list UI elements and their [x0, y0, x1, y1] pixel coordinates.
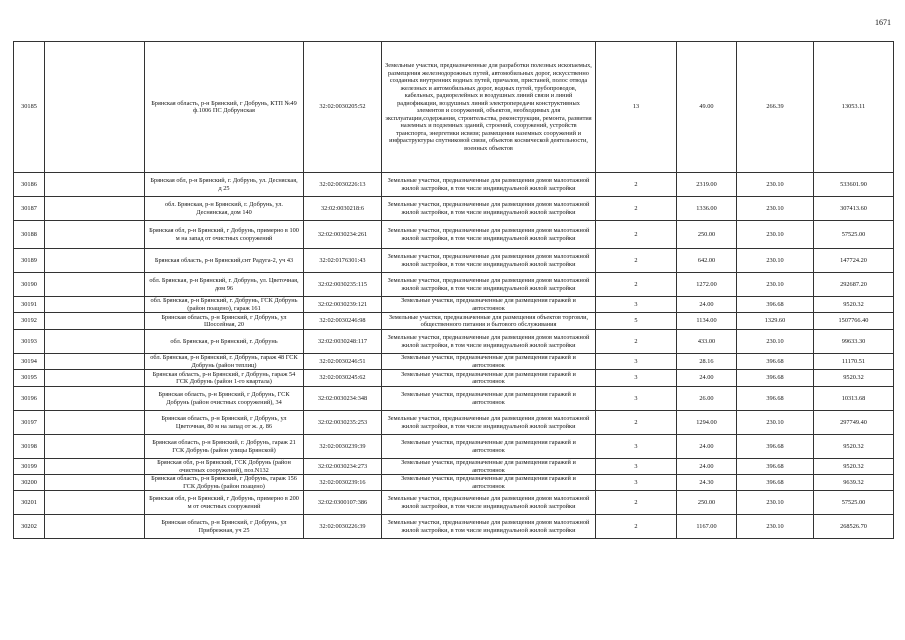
cadastral-value-cell: 1507766.40 [814, 313, 894, 330]
land-use-cell: Земельные участки, предназначенные для размещения домов малоэтажной жилой застройки, в том числе индивидуальной жилой застройки [382, 249, 596, 273]
specific-value-cell: 230.10 [737, 221, 814, 249]
table-row [14, 411, 894, 435]
address-cell: Брянская область, р-н Брянский, г. Добрунь, гараж 21 ГСК Добрунь (район улицы Брянской) [145, 435, 304, 459]
specific-value-cell: 230.10 [737, 491, 814, 515]
cadastral-number-cell: 32:02:0030246:51 [304, 354, 382, 370]
area-cell: 250.00 [677, 491, 737, 515]
area-cell: 24.00 [677, 370, 737, 387]
cadastral-number-cell: 32:02:0030234:348 [304, 387, 382, 411]
address-cell: Брянская область, р-н Брянский,снт Радуга-2, уч 43 [145, 249, 304, 273]
land-use-cell: Земельные участки, предназначенные для разработки полезных ископаемых, размещения железнодорожных путей, автомобильных дорог, искусственно созданных внутренних водных путей, причалов, пристаней, полос отвода железных и автомобильных дорог, водных путей, трубопроводов, кабельных, радиорелейных и воздушных линий связи и линий радиофикации, воздушных линий электропередачи конструктивных элементов и сооружений, объектов, необходимых для эксплуатации,содержания, строительства, реконструкции, ремонта, развития наземных и подземных зданий, строений, сооружений, устройств транспорта, энергетики исвязи; размещения наземных сооружений и инфраструктуры спутниковой связи, объектов космической деятельности, военных объектов [382, 42, 596, 173]
specific-value-cell: 396.68 [737, 475, 814, 491]
area-cell: 1167.00 [677, 515, 737, 539]
table-row [14, 387, 894, 411]
cadastral-number-cell: 32:02:0030246:98 [304, 313, 382, 330]
cadastral-number-cell: 32:02:0030226:13 [304, 173, 382, 197]
area-cell: 24.00 [677, 297, 737, 313]
cadastral-number-cell: 32:02:0030239:121 [304, 297, 382, 313]
specific-value-cell: 1329.60 [737, 313, 814, 330]
group-cell: 3 [596, 435, 677, 459]
table-row [14, 221, 894, 249]
table-row [14, 173, 894, 197]
area-cell: 642.00 [677, 249, 737, 273]
spacer-cell [45, 42, 145, 173]
group-cell: 2 [596, 330, 677, 354]
row-number: 30189 [14, 249, 45, 273]
group-cell: 5 [596, 313, 677, 330]
cadastral-number-cell: 32:02:0030235:115 [304, 273, 382, 297]
specific-value-cell: 230.10 [737, 330, 814, 354]
area-cell: 1134.00 [677, 313, 737, 330]
group-cell: 2 [596, 173, 677, 197]
table-row [14, 273, 894, 297]
spacer-cell [45, 249, 145, 273]
row-number: 30196 [14, 387, 45, 411]
cadastral-value-cell: 57525.00 [814, 491, 894, 515]
cadastral-number-cell: 32:02:0030239:39 [304, 435, 382, 459]
specific-value-cell: 230.10 [737, 273, 814, 297]
spacer-cell [45, 313, 145, 330]
spacer-cell [45, 435, 145, 459]
spacer-cell [45, 330, 145, 354]
cadastral-number-cell: 32:02:0030235:253 [304, 411, 382, 435]
land-use-cell: Земельные участки, предназначенные для размещения гаражей и автостоянок [382, 435, 596, 459]
address-cell: Брянская область, р-н Брянский, г Добрунь, ул Шоссейная, 20 [145, 313, 304, 330]
group-cell: 3 [596, 475, 677, 491]
area-cell: 1336.00 [677, 197, 737, 221]
row-number: 30200 [14, 475, 45, 491]
table-row [14, 330, 894, 354]
specific-value-cell: 230.10 [737, 411, 814, 435]
cadastral-value-cell: 9520.32 [814, 435, 894, 459]
cadastral-value-cell: 533601.90 [814, 173, 894, 197]
group-cell: 3 [596, 387, 677, 411]
cadastral-number-cell: 32:02:0030226:39 [304, 515, 382, 539]
group-cell: 2 [596, 221, 677, 249]
row-number: 30198 [14, 435, 45, 459]
row-number: 30187 [14, 197, 45, 221]
land-use-cell: Земельные участки, предназначенные для размещения домов малоэтажной жилой застройки, в том числе индивидуальной жилой застройки [382, 197, 596, 221]
table-row [14, 354, 894, 370]
address-cell: обл. Брянская, р-н Брянский, г. Добрунь [145, 330, 304, 354]
land-use-cell: Земельные участки, предназначенные для размещения домов малоэтажной жилой застройки, в том числе индивидуальной жилой застройки [382, 411, 596, 435]
cadastral-number-cell: 32:02:0030239:16 [304, 475, 382, 491]
row-number: 30193 [14, 330, 45, 354]
group-cell: 2 [596, 273, 677, 297]
group-cell: 13 [596, 42, 677, 173]
cadastral-value-cell: 292687.20 [814, 273, 894, 297]
cadastral-number-cell: 32:02:0030205:52 [304, 42, 382, 173]
cadastral-number-cell: 32:02:0030234:261 [304, 221, 382, 249]
address-cell: Брянская область, р-н Брянский, г Добрунь, ул Прибрежная, уч 25 [145, 515, 304, 539]
address-cell: Брянская область, р-н Брянский, г Добрунь, ГСК Добрунь (район очистных сооружений), 34 [145, 387, 304, 411]
area-cell: 2319.00 [677, 173, 737, 197]
cadastral-value-cell: 57525.00 [814, 221, 894, 249]
cadastral-value-cell: 13053.11 [814, 42, 894, 173]
cadastral-value-cell: 147724.20 [814, 249, 894, 273]
table-row [14, 475, 894, 491]
row-number: 30194 [14, 354, 45, 370]
specific-value-cell: 396.68 [737, 354, 814, 370]
specific-value-cell: 396.68 [737, 387, 814, 411]
group-cell: 3 [596, 370, 677, 387]
table-row [14, 297, 894, 313]
cadastral-value-cell: 9520.32 [814, 370, 894, 387]
area-cell: 24.00 [677, 435, 737, 459]
spacer-cell [45, 197, 145, 221]
area-cell: 433.00 [677, 330, 737, 354]
land-use-cell: Земельные участки, предназначенные для размещения объектов торговли, общественного питания и бытового обслуживания [382, 313, 596, 330]
row-number: 30192 [14, 313, 45, 330]
cadastral-number-cell: 32:02:0030245:62 [304, 370, 382, 387]
table-row [14, 459, 894, 475]
table-row [14, 515, 894, 539]
group-cell: 2 [596, 197, 677, 221]
cadastral-value-cell: 9520.32 [814, 459, 894, 475]
table-row [14, 435, 894, 459]
table-body [14, 42, 894, 539]
land-use-cell: Земельные участки, предназначенные для размещения гаражей и автостоянок [382, 459, 596, 475]
cadastral-value-cell: 307413.60 [814, 197, 894, 221]
spacer-cell [45, 370, 145, 387]
address-cell: Брянская обл, р-н Брянский, г Добрунь, примерно в 100 м на запад от очистных сооружений [145, 221, 304, 249]
table-row [14, 42, 894, 173]
spacer-cell [45, 515, 145, 539]
address-cell: Брянская обл, р-н Брянский, г Добрунь, примерно в 200 м от очистных сооружений [145, 491, 304, 515]
land-use-cell: Земельные участки, предназначенные для размещения гаражей и автостоянок [382, 475, 596, 491]
land-use-cell: Земельные участки, предназначенные для размещения домов малоэтажной жилой застройки, в том числе индивидуальной жилой застройки [382, 330, 596, 354]
land-use-cell: Земельные участки, предназначенные для размещения гаражей и автостоянок [382, 370, 596, 387]
row-number: 30185 [14, 42, 45, 173]
cadastral-value-cell: 9639.32 [814, 475, 894, 491]
specific-value-cell: 230.10 [737, 197, 814, 221]
area-cell: 1272.00 [677, 273, 737, 297]
address-cell: обл. Брянская, р-н Брянский, г. Добрунь, ул. Деснянская, дом 140 [145, 197, 304, 221]
address-cell: Брянская обл, р-н Брянский, ГСК Добрунь (район очистных сооружений), поз.N132 [145, 459, 304, 475]
group-cell: 2 [596, 515, 677, 539]
land-use-cell: Земельные участки, предназначенные для размещения домов малоэтажной жилой застройки, в том числе индивидуальной жилой застройки [382, 491, 596, 515]
cadastral-number-cell: 32:02:0030234:273 [304, 459, 382, 475]
cadastral-value-cell: 297749.40 [814, 411, 894, 435]
land-use-cell: Земельные участки, предназначенные для размещения домов малоэтажной жилой застройки, в том числе индивидуальной жилой застройки [382, 515, 596, 539]
row-number: 30201 [14, 491, 45, 515]
area-cell: 24.00 [677, 459, 737, 475]
land-use-cell: Земельные участки, предназначенные для размещения домов малоэтажной жилой застройки, в том числе индивидуальной жилой застройки [382, 221, 596, 249]
cadastral-value-cell: 11170.51 [814, 354, 894, 370]
cadastral-value-table [13, 41, 894, 539]
group-cell: 2 [596, 411, 677, 435]
area-cell: 24.30 [677, 475, 737, 491]
address-cell: Брянская область, р-н Брянский, г Добрунь, ул Цветочная, 80 м на запад от ж. д. 86 [145, 411, 304, 435]
table-row [14, 491, 894, 515]
address-cell: Брянская область, р-н Брянский, г Добрунь, КТП №49 ф.1006 ПС Добрунская [145, 42, 304, 173]
table-row [14, 313, 894, 330]
row-number: 30188 [14, 221, 45, 249]
spacer-cell [45, 297, 145, 313]
page-number: 1671 [875, 18, 891, 27]
land-use-cell: Земельные участки, предназначенные для размещения гаражей и автостоянок [382, 297, 596, 313]
address-cell: Брянская обл, р-н Брянский, г. Добрунь, ул. Десняская, д 25 [145, 173, 304, 197]
group-cell: 3 [596, 354, 677, 370]
land-use-cell: Земельные участки, предназначенные для размещения гаражей и автостоянок [382, 354, 596, 370]
cadastral-number-cell: 32:02:0176301:43 [304, 249, 382, 273]
group-cell: 3 [596, 459, 677, 475]
spacer-cell [45, 221, 145, 249]
spacer-cell [45, 459, 145, 475]
specific-value-cell: 230.10 [737, 173, 814, 197]
row-number: 30197 [14, 411, 45, 435]
cadastral-value-cell: 268526.70 [814, 515, 894, 539]
row-number: 30186 [14, 173, 45, 197]
spacer-cell [45, 273, 145, 297]
specific-value-cell: 266.39 [737, 42, 814, 173]
cadastral-value-cell: 9520.32 [814, 297, 894, 313]
table-row [14, 249, 894, 273]
area-cell: 250.00 [677, 221, 737, 249]
table-row [14, 197, 894, 221]
land-use-cell: Земельные участки, предназначенные для размещения гаражей и автостоянок [382, 387, 596, 411]
spacer-cell [45, 475, 145, 491]
address-cell: обл. Брянская, р-н Брянский, г. Добрунь, ул. Цветочная, дом 96 [145, 273, 304, 297]
table-row [14, 370, 894, 387]
cadastral-value-cell: 99633.30 [814, 330, 894, 354]
row-number: 30190 [14, 273, 45, 297]
row-number: 30202 [14, 515, 45, 539]
row-number: 30199 [14, 459, 45, 475]
cadastral-number-cell: 32:02:0300107:386 [304, 491, 382, 515]
land-use-cell: Земельные участки, предназначенные для размещения домов малоэтажной жилой застройки, в том числе индивидуальной жилой застройки [382, 173, 596, 197]
address-cell: Брянская область, р-н Брянский, г Добрунь, гараж 54 ГСК Добрунь (район 1-го квартала) [145, 370, 304, 387]
cadastral-number-cell: 32:02:0030248:117 [304, 330, 382, 354]
address-cell: Брянская область, р-н Брянский, г Добрунь, гараж 156 ГСК Добрунь (район поацено) [145, 475, 304, 491]
area-cell: 49.00 [677, 42, 737, 173]
spacer-cell [45, 173, 145, 197]
specific-value-cell: 230.10 [737, 249, 814, 273]
row-number: 30195 [14, 370, 45, 387]
group-cell: 3 [596, 297, 677, 313]
row-number: 30191 [14, 297, 45, 313]
specific-value-cell: 230.10 [737, 515, 814, 539]
specific-value-cell: 396.68 [737, 435, 814, 459]
cadastral-value-cell: 10313.68 [814, 387, 894, 411]
area-cell: 26.00 [677, 387, 737, 411]
address-cell: обл. Брянская, р-н Брянский, г. Добрунь, гараж 48 ГСК Добрунь (район теплиц) [145, 354, 304, 370]
spacer-cell [45, 354, 145, 370]
group-cell: 2 [596, 491, 677, 515]
area-cell: 1294.00 [677, 411, 737, 435]
spacer-cell [45, 411, 145, 435]
land-use-cell: Земельные участки, предназначенные для размещения домов малоэтажной жилой застройки, в том числе индивидуальной жилой застройки [382, 273, 596, 297]
address-cell: обл. Брянская, р-н Брянский, г. Добрунь, ГСК Добрунь (район поацено), гараж 161 [145, 297, 304, 313]
specific-value-cell: 396.68 [737, 459, 814, 475]
group-cell: 2 [596, 249, 677, 273]
spacer-cell [45, 387, 145, 411]
specific-value-cell: 396.68 [737, 370, 814, 387]
specific-value-cell: 396.68 [737, 297, 814, 313]
spacer-cell [45, 491, 145, 515]
cadastral-number-cell: 32:02:0030218:6 [304, 197, 382, 221]
area-cell: 28.16 [677, 354, 737, 370]
